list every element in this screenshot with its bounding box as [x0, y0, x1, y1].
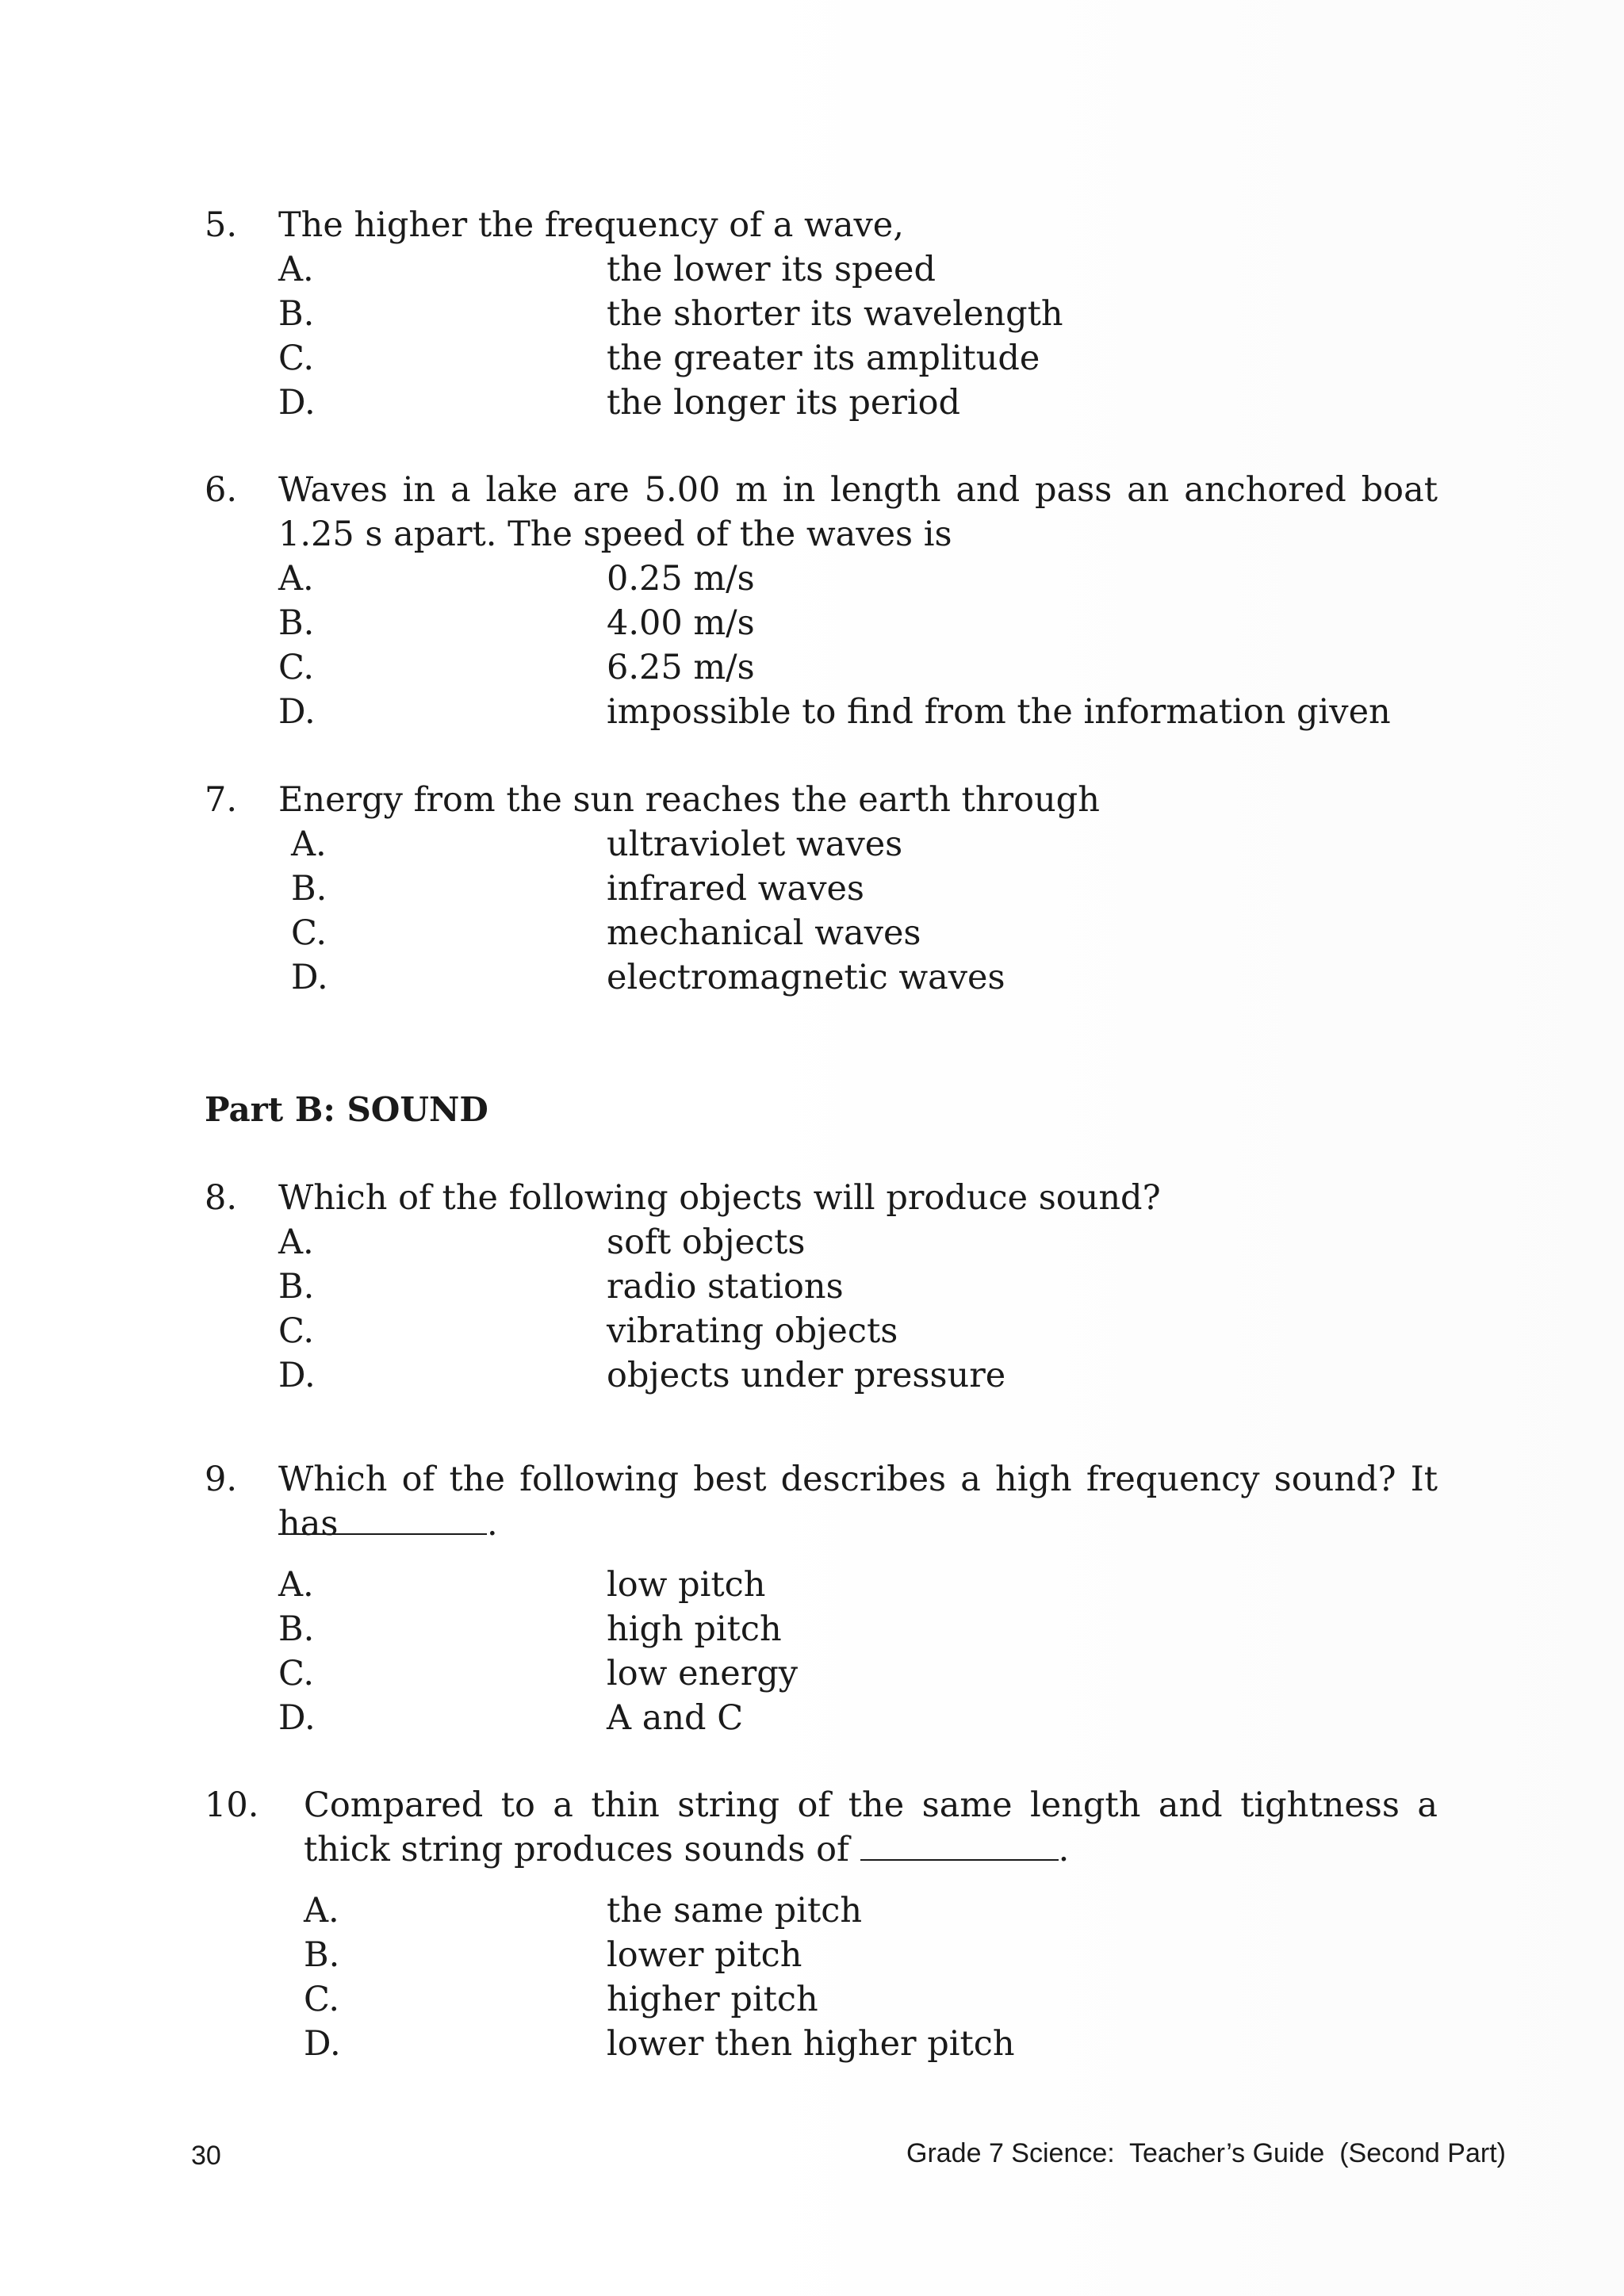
option-letter: A.	[278, 1565, 314, 1605]
question-stem-text: Compared to a thin string of the same length and tightness a thick string produces sounds of	[304, 1785, 1438, 1869]
option-a	[205, 1888, 1438, 1933]
option-a	[205, 1220, 1438, 1265]
option-a	[205, 1563, 1438, 1607]
question-number: 5.	[205, 205, 238, 245]
option-d	[205, 381, 1438, 425]
option-letter: B.	[291, 869, 327, 909]
option-letter: B.	[278, 1609, 315, 1649]
option-d	[205, 955, 1438, 1000]
question-stem	[304, 1783, 1438, 1872]
option-text: mechanical waves	[607, 913, 921, 953]
option-letter: C.	[278, 648, 315, 687]
option-letter: C.	[291, 913, 327, 953]
option-text: low energy	[607, 1654, 799, 1693]
option-letter: B.	[304, 1935, 340, 1975]
option-letter: A.	[304, 1891, 339, 1931]
question-number: 9.	[205, 1460, 238, 1499]
option-text: the greater its amplitude	[607, 339, 1040, 378]
option-a	[205, 822, 1438, 867]
option-letter: D.	[278, 1698, 316, 1738]
question-number: 8.	[205, 1178, 238, 1218]
option-d	[205, 1353, 1438, 1398]
option-text: lower pitch	[607, 1935, 802, 1975]
question-stem: Which of the following objects will produce sound?	[278, 1178, 1161, 1218]
option-b	[205, 1607, 1438, 1651]
option-list	[205, 247, 1438, 425]
option-b	[205, 867, 1438, 911]
question-number: 10.	[205, 1785, 259, 1825]
option-letter: A.	[278, 559, 314, 599]
option-c	[205, 1977, 1438, 2022]
option-letter: A.	[278, 1223, 314, 1262]
option-letter: D.	[278, 692, 316, 732]
answer-blank	[278, 1503, 487, 1535]
option-list	[205, 1563, 1438, 1740]
question-stem: Energy from the sun reaches the earth through	[278, 780, 1100, 820]
option-a	[205, 247, 1438, 292]
option-c	[205, 1651, 1438, 1696]
option-text: objects under pressure	[607, 1356, 1006, 1395]
section-heading: Part B: SOUND	[205, 1090, 488, 1129]
option-text: electromagnetic waves	[607, 958, 1005, 997]
option-letter: B.	[278, 1267, 315, 1307]
option-text: 0.25 m/s	[607, 559, 755, 599]
option-text: radio stations	[607, 1267, 844, 1307]
question-stem: The higher the frequency of a wave,	[278, 205, 904, 245]
option-letter: C.	[278, 339, 315, 378]
answer-blank	[860, 1829, 1059, 1861]
option-text: lower then higher pitch	[607, 2024, 1015, 2064]
option-text: low pitch	[607, 1565, 766, 1605]
option-letter: B.	[278, 294, 315, 334]
option-text: high pitch	[607, 1609, 782, 1649]
option-text: higher pitch	[607, 1980, 818, 2019]
option-text: the lower its speed	[607, 250, 936, 289]
option-d	[205, 2022, 1438, 2066]
option-letter: D.	[291, 958, 328, 997]
option-letter: C.	[278, 1654, 315, 1693]
option-text: infrared waves	[607, 869, 864, 909]
option-text: ultraviolet waves	[607, 825, 903, 864]
question-number: 7.	[205, 780, 238, 820]
stem-period: .	[487, 1504, 498, 1544]
option-letter: D.	[304, 2024, 341, 2064]
option-letter: D.	[278, 1356, 316, 1395]
option-a	[205, 557, 1438, 601]
option-list	[205, 557, 1438, 734]
option-c	[205, 911, 1438, 955]
option-d	[205, 1696, 1438, 1740]
question-number: 6.	[205, 470, 238, 510]
option-text: soft objects	[607, 1223, 806, 1262]
option-b	[205, 292, 1438, 336]
option-text: impossible to find from the information given	[607, 692, 1391, 732]
option-text: 6.25 m/s	[607, 648, 755, 687]
option-text: A and C	[607, 1698, 744, 1738]
option-list	[205, 1220, 1438, 1398]
page-number: 30	[191, 2141, 221, 2171]
option-text: 4.00 m/s	[607, 603, 755, 643]
option-d	[205, 690, 1438, 734]
option-letter: B.	[278, 603, 315, 643]
option-letter: A.	[291, 825, 327, 864]
option-letter: C.	[304, 1980, 340, 2019]
stem-period: .	[1058, 1830, 1070, 1869]
option-list	[205, 822, 1438, 1000]
option-letter: A.	[278, 250, 314, 289]
option-letter: D.	[278, 383, 316, 423]
footer-title: Grade 7 Science: Teacher’s Guide (Second Part)	[906, 2138, 1506, 2168]
option-c	[205, 1309, 1438, 1353]
option-letter: C.	[278, 1311, 315, 1351]
question-stem: Waves in a lake are 5.00 m in length and pass an anchored boat 1.25 s apart. The speed of the waves is	[278, 470, 1438, 554]
option-list	[205, 1888, 1438, 2066]
option-text: vibrating objects	[607, 1311, 898, 1351]
option-text: the longer its period	[607, 383, 961, 423]
option-text: the same pitch	[607, 1891, 863, 1931]
answer-blank-line	[278, 1502, 498, 1546]
question-stem: Which of the following best describes a high frequency sound? It has	[278, 1460, 1438, 1544]
option-b	[205, 1933, 1438, 1977]
option-c	[205, 645, 1438, 690]
option-c	[205, 336, 1438, 381]
option-b	[205, 1265, 1438, 1309]
option-text: the shorter its wavelength	[607, 294, 1063, 334]
option-b	[205, 601, 1438, 645]
